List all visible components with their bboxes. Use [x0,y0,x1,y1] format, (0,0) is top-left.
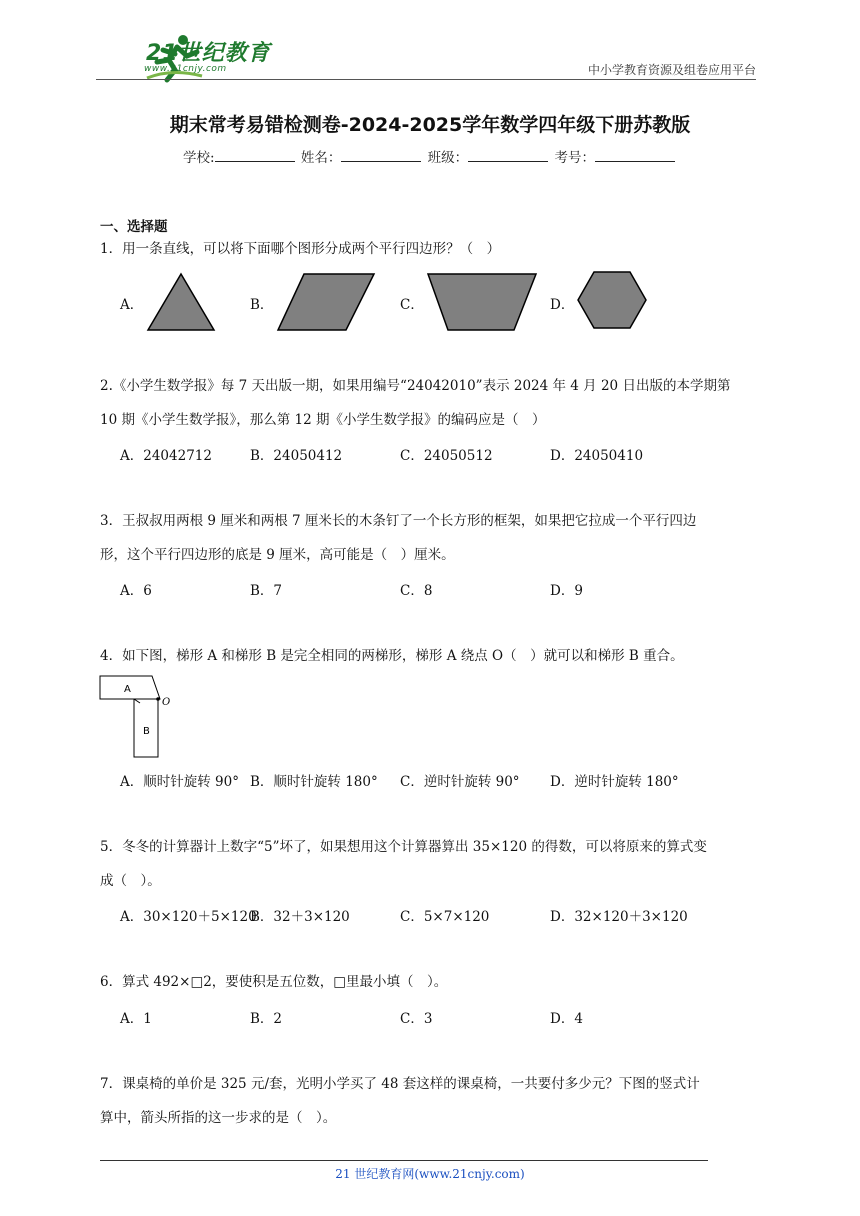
question-7-line-2: 算中，箭头所指的这一步求的是（ ）。 [100,1110,337,1126]
trapezoid-b-label: B [143,726,150,737]
hexagon-shape [576,270,648,330]
q3-option-a[interactable]: A．6 [120,583,152,599]
q6-option-a[interactable]: A．1 [120,1011,152,1027]
question-5-line-2: 成（ ）。 [100,873,161,889]
question-6 [100,965,760,999]
q3-option-b[interactable]: B．7 [250,583,283,599]
q4-option-a[interactable]: A．顺时针旋转 90° [120,774,239,790]
question-3-line-1: 3．王叔叔用两根 9 厘米和两根 7 厘米长的木条钉了一个长方形的框架，如果把它拉成一个平行四边 [100,513,697,529]
question-7 [100,1067,760,1135]
q3-option-c[interactable]: C．8 [400,583,433,599]
footer-link[interactable]: 21 世纪教育网(www.21cnjy.com) [335,1167,525,1181]
platform-label: 中小学教育资源及组卷应用平台 [587,63,756,77]
question-4-options [120,770,760,790]
q2-option-c[interactable]: C．24050512 [400,448,493,464]
header-divider [96,79,756,80]
name-blank[interactable] [341,148,421,162]
q5-option-c[interactable]: C．5×7×120 [400,909,490,925]
question-3-line-2: 形，这个平行四边形的底是 9 厘米，高可能是（ ）厘米。 [100,547,455,563]
q3-option-d[interactable]: D．9 [550,583,583,599]
question-7-line-1: 7．课桌椅的单价是 325 元/套，光明小学买了 48 套这样的课桌椅，一共要付多少元？下图的竖式计 [100,1076,700,1092]
number-blank[interactable] [595,148,675,162]
q1-option-c-label[interactable]: C． [400,297,424,313]
question-2 [100,369,760,437]
question-4-text: 4．如下图，梯形 A 和梯形 B 是完全相同的两梯形，梯形 A 绕点 O（ ）就可以和梯形 B 重合。 [100,648,684,664]
q5-option-d[interactable]: D．32×120＋3×120 [550,909,688,925]
school-blank[interactable] [215,148,295,162]
point-o-label: O [162,697,171,708]
name-label: 姓名： [300,150,342,166]
student-info-line [0,146,860,166]
class-blank[interactable] [468,148,548,162]
question-5-line-1: 5．冬冬的计算器计上数字“5”坏了，如果想用这个计算器算出 35×120 的得数，可以将原来的算式变 [100,839,707,855]
q6-option-c[interactable]: C．3 [400,1011,433,1027]
logo-text: 21世纪教育 [146,41,271,66]
q1-option-b-label[interactable]: B． [250,297,274,313]
number-label: 考号： [554,150,595,166]
question-6-options [120,1007,760,1027]
q4-option-c[interactable]: C．逆时针旋转 90° [400,774,520,790]
logo-subtext: www.21cnjy.com [144,64,227,74]
trapezoid-shape [426,272,538,332]
q5-option-a[interactable]: A．30×120＋5×120 [120,909,257,925]
parallelogram-shape [276,272,376,332]
q4-option-d[interactable]: D．逆时针旋转 180° [550,774,679,790]
class-label: 班级： [427,150,469,166]
q6-option-d[interactable]: D．4 [550,1011,583,1027]
question-4 [100,639,760,673]
question-2-options [120,444,760,464]
q6-option-b[interactable]: B．2 [250,1011,283,1027]
question-5-options [120,905,760,925]
trapezoid-a-label: A [124,684,131,695]
question-1-text: 1．用一条直线，可以将下面哪个图形分成两个平行四边形？（ ） [100,241,501,257]
q1-option-d-label[interactable]: D． [550,297,575,313]
question-2-line-1: 2.《小学生数学报》每 7 天出版一期，如果用编号“24042010”表示 2024 年 4 月 20 日出版的本学期第 [100,378,731,394]
q1-option-a-label[interactable]: A． [120,297,144,313]
q2-option-b[interactable]: B．24050412 [250,448,343,464]
question-6-text: 6．算式 492×□2，要使积是五位数，□里最小填（ ）。 [100,974,448,990]
q4-option-b[interactable]: B．顺时针旋转 180° [250,774,378,790]
q5-option-b[interactable]: B．32＋3×120 [250,909,350,925]
question-2-line-2: 10 期《小学生数学报》，那么第 12 期《小学生数学报》的编码应是（ ） [100,412,546,428]
question-5 [100,830,760,898]
trapezoid-rotation-figure [98,673,178,763]
question-3 [100,504,760,572]
page-title: 期末常考易错检测卷-2024-2025学年数学四年级下册苏教版 [169,114,691,136]
q2-option-a[interactable]: A．24042712 [120,448,212,464]
q2-option-d[interactable]: D．24050410 [550,448,644,464]
footer-divider [100,1160,708,1161]
question-1 [100,232,760,266]
question-3-options [120,579,760,599]
section-heading: 一、选择题 [100,219,168,235]
school-label: 学校: [183,150,215,166]
triangle-shape [146,272,216,332]
